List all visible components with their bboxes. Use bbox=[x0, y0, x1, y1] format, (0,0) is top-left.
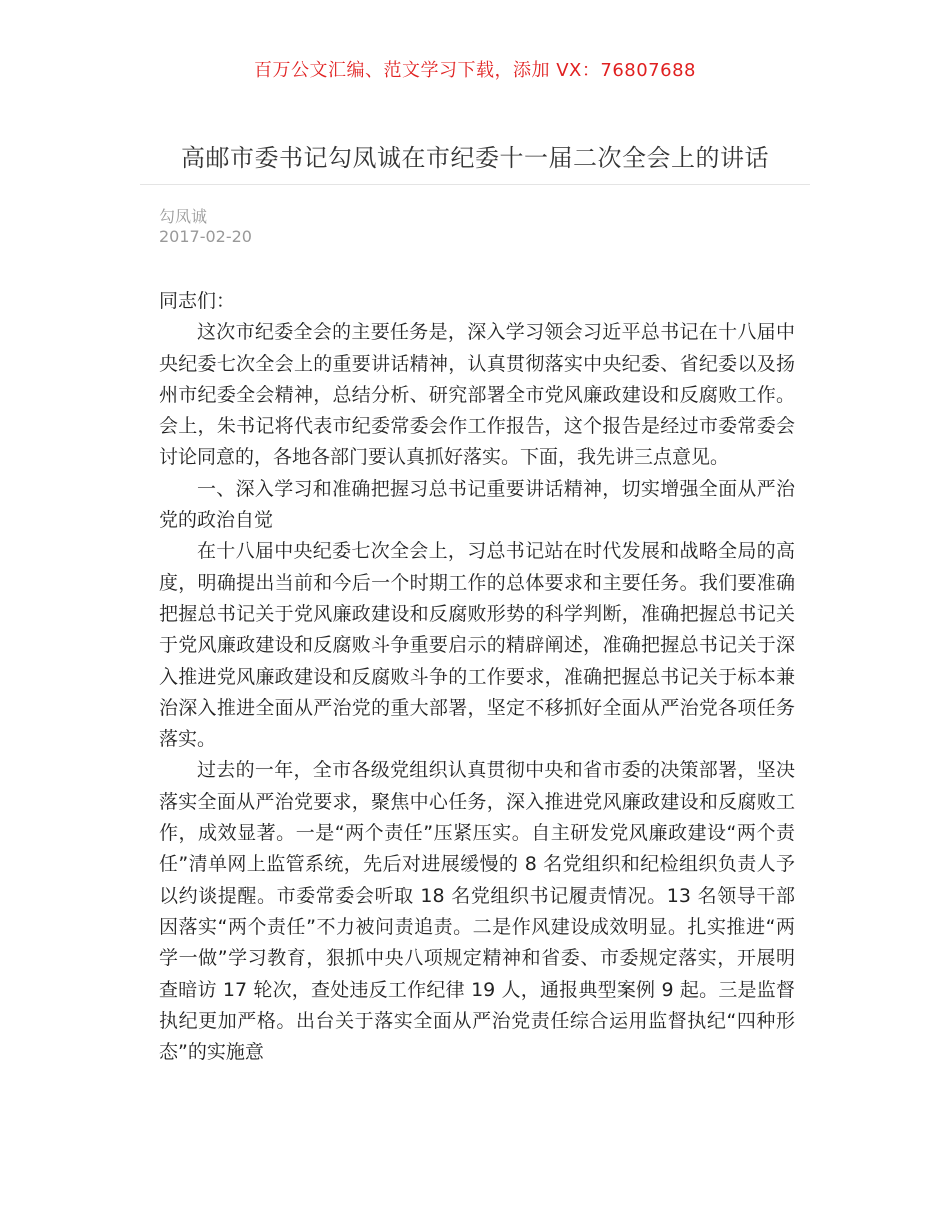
section-heading-1: 一、深入学习和准确把握习总书记重要讲话精神，切实增强全面从严治党的政治自觉 bbox=[159, 477, 795, 532]
article-body bbox=[159, 286, 795, 1068]
paragraph-intro: 这次市纪委全会的主要任务是，深入学习领会习近平总书记在十八届中央纪委七次全会上的重要讲话精神，认真贯彻落实中央纪委、省纪委以及扬州市纪委全会精神，总结分析、研究部署全市党风廉政建设和反腐败工作。会上，朱书记将代表市纪委常委会作工作报告，这个报告是经过市委常委会讨论同意的，各地各部门要认真抓好落实。下面，我先讲三点意见。 bbox=[159, 321, 795, 469]
salutation: 同志们： bbox=[159, 290, 236, 312]
page-title: 高邮市委书记勾凤诚在市纪委十一届二次全会上的讲话 bbox=[181, 144, 769, 172]
author-name: 勾凤诚 bbox=[159, 207, 208, 226]
paragraph-section-1: 在十八届中央纪委七次全会上，习总书记站在时代发展和战略全局的高度，明确提出当前和今后一个时期工作的总体要求和主要任务。我们要准确把握总书记关于党风廉政建设和反腐败形势的科学判断，准确把握总书记关于党风廉政建设和反腐败斗争重要启示的精辟阐述，准确把握总书记关于深入推进党风廉政建设和反腐败斗争的工作要求，准确把握总书记关于标本兼治深入推进全面从严治党的重大部署，坚定不移抓好全面从严治党各项任务落实。 bbox=[159, 540, 795, 751]
watermark-banner: 百万公文汇编、范文学习下载，添加 VX：76807688 bbox=[254, 60, 696, 81]
title-divider bbox=[140, 184, 810, 185]
publish-date: 2017-02-20 bbox=[159, 227, 252, 246]
paragraph-review: 过去的一年，全市各级党组织认真贯彻中央和省市委的决策部署，坚决落实全面从严治党要求，聚焦中心任务，深入推进党风廉政建设和反腐败工作，成效显著。一是“两个责任”压紧压实。自主研发党风廉政建设“两个责任”清单网上监管系统，先后对进展缓慢的 8 名党组织和纪检组织负责人予以约谈提醒。市委常委会听取 18 名党组织书记履责情况。13 名领导干部因落实“两个责任”不力被问责追责。二是作风建设成效明显。扎实推进“两学一做”学习教育，狠抓中央八项规定精神和省委、市委规定落实，开展明查暗访 17 轮次，查处违反工作纪律 19 人，通报典型案例 9 起。三是监督执纪更加严格。出台关于落实全面从严治党责任综合运用监督执纪“四种形态”的实施意 bbox=[159, 759, 795, 1064]
